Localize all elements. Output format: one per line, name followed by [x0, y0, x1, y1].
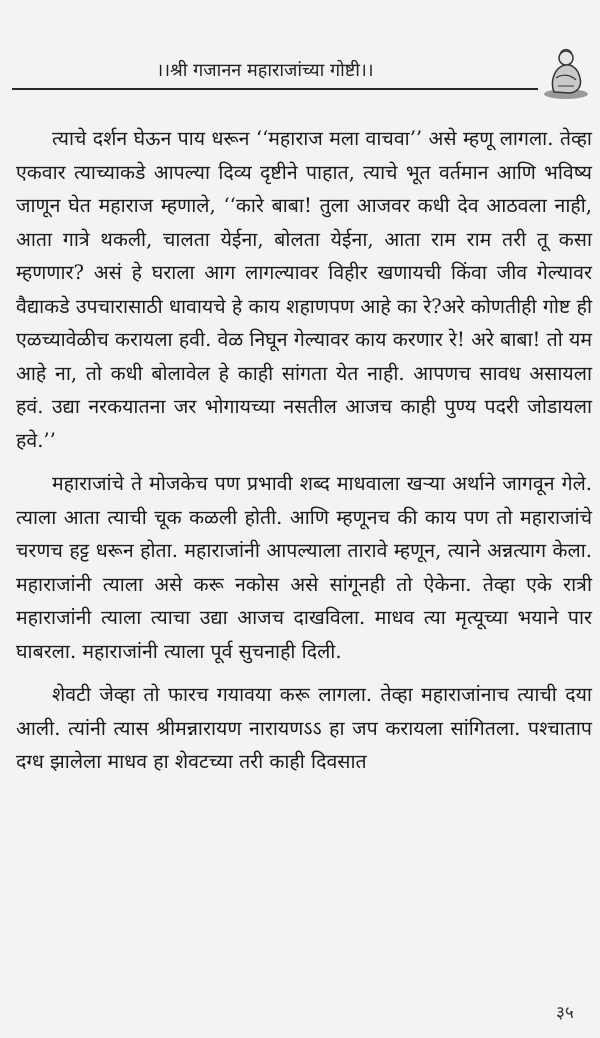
page-header-title: ।।श्री गजानन महाराजांच्या गोष्टी।।: [156, 60, 374, 81]
page-number: ३५: [556, 1003, 574, 1023]
paragraph-2: महाराजांचे ते मोजकेच पण प्रभावी शब्द माधवाला खऱ्या अर्थाने जागवून गेले. त्याला आता त्याची चूक कळली होती. आणि म्हणूनच की काय पण तो महाराजांचे चरणच हट्ट धरून होता. महाराजांनी आपल्याला तारावे म्हणून, त्याने अन्नत्याग केला. महाराजांनी त्याला असे करू नकोस असे सांगूनही तो ऐकेना. तेव्हा एके रात्री महाराजांनी त्याला त्याचा उद्या आजच दाखविला. माधव त्या मृत्यूच्या भयाने पार घाबरला. महाराजांनी त्याला पूर्व सुचनाही दिली.: [16, 472, 592, 663]
paragraph-3: शेवटी जेव्हा तो फारच गयावया करू लागला. तेव्हा महाराजांनाच त्याची दया आली. त्यांनी त्यास श्रीमन्नारायण नारायणऽऽ हा जप करायला सांगितला. पश्चाताप दग्ध झालेला माधव हा शेवटच्या तरी काही दिवसात: [16, 683, 592, 773]
body-text: [16, 122, 592, 779]
seated-saint-icon: [540, 44, 592, 100]
paragraph-1: त्याचे दर्शन घेऊन पाय धरून ‘‘महाराज मला वाचवा’’ असे म्हणू लागला. तेव्हा एकवार त्याच्याकडे आपल्या दिव्य दृष्टीने पाहात, त्याचे भूत वर्तमान आणि भविष्य जाणून घेत महाराज म्हणाले, ‘‘कारे बाबा! तुला आजवर कधी देव आठवला नाही, आता गात्रे थकली, चालता येईना, बोलता येईना, आता राम राम तरी तू कसा म्हणणार? असं हे घराला आग लागल्यावर विहीर खणायची किंवा जीव गेल्यावर वैद्याकडे उपचारासाठी धावायचे हे काय शहाणपण आहे का रे?अरे कोणतीही गोष्ट ही एळच्यावेळीच करायला हवी. वेळ निघून गेल्यावर काय करणार रे! अरे बाबा! तो यम आहे ना, तो कधी बोलावेल हे काही सांगता येत नाही. आपणच सावध असायला हवं. उद्या नरकयातना जर भोगायच्या नसतील आजच काही पुण्य पदरी जोडायला हवे.’’: [16, 127, 592, 452]
header-divider: [12, 88, 538, 90]
